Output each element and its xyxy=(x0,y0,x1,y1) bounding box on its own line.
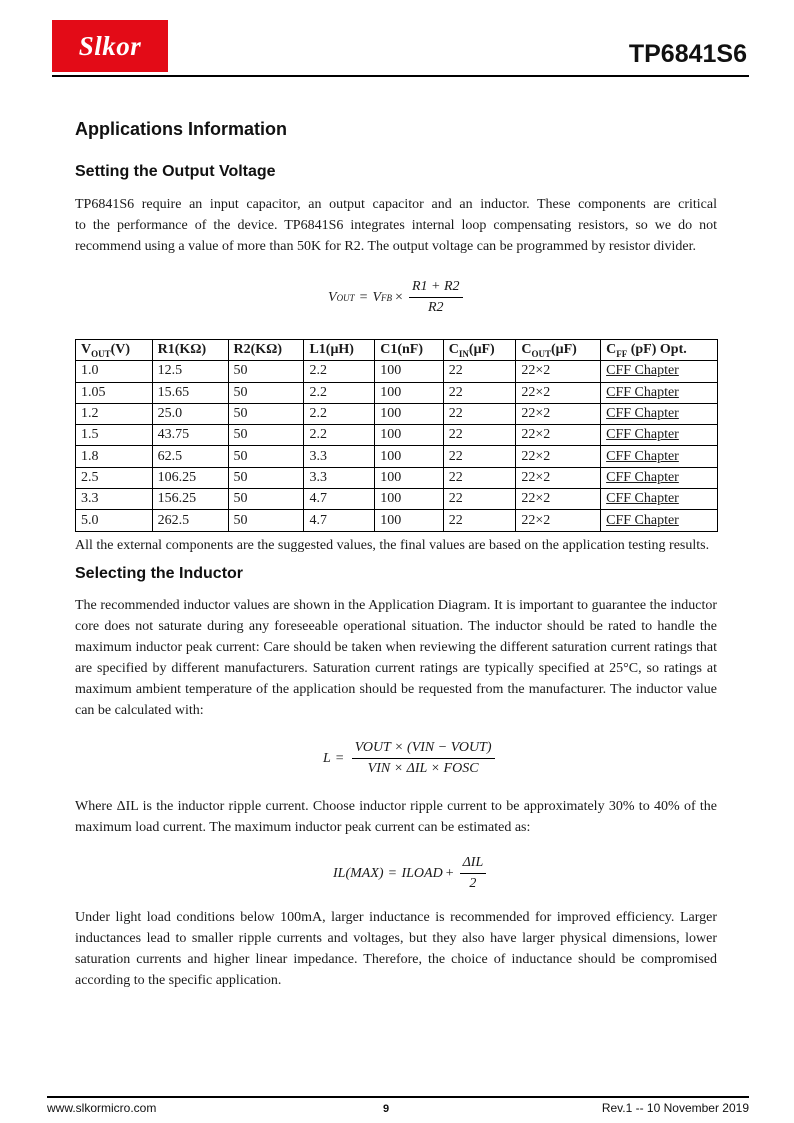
table-cell: 22×2 xyxy=(516,446,601,467)
header-divider xyxy=(52,75,749,77)
table-cell: 22 xyxy=(443,382,516,403)
header-c1: C1(nF) xyxy=(375,340,444,361)
table-cell: 100 xyxy=(375,361,444,382)
table-cell: 62.5 xyxy=(152,446,228,467)
cff-chapter-link[interactable]: CFF Chapter xyxy=(601,361,718,382)
table-cell: 262.5 xyxy=(152,510,228,531)
formula-denominator: VIN × ΔIL × FOSC xyxy=(367,761,479,776)
inductance-formula xyxy=(323,740,498,777)
header-cout: $C_{OUT}(\mu F)$ xyxy=(516,340,601,361)
paragraph-line: are specified by different manufacturers. Saturation current ratings are typically specified at 25°C, so ratings at xyxy=(75,661,717,676)
table-row xyxy=(76,425,718,446)
component-table xyxy=(75,339,718,532)
cff-chapter-link[interactable]: CFF Chapter xyxy=(601,403,718,424)
page-number: 9 xyxy=(383,1103,390,1115)
table-cell: 12.5 xyxy=(152,361,228,382)
table-cell: 22 xyxy=(443,446,516,467)
table-note-text: All the external components are the suggested values, the final values are based on the application testing results. xyxy=(75,538,710,553)
inductor-paragraph-2 xyxy=(75,796,717,838)
table-cell: 50 xyxy=(228,361,304,382)
cff-chapter-link[interactable]: CFF Chapter xyxy=(601,446,718,467)
table-cell: 1.2 xyxy=(76,403,153,424)
table-cell: 4.7 xyxy=(304,510,375,531)
table-cell: 50 xyxy=(228,467,304,488)
header-l1: L1(μH) xyxy=(304,340,375,361)
table-cell: 43.75 xyxy=(152,425,228,446)
header-cff: $C_{FF}$ (pF) Opt. xyxy=(601,340,718,361)
formula-vout: V xyxy=(328,289,337,305)
formula-times: × xyxy=(395,289,403,305)
table-cell: 22×2 xyxy=(516,467,601,488)
formula-vfb-sub: FB xyxy=(381,292,393,303)
table-row xyxy=(76,446,718,467)
formula-denominator: 2 xyxy=(469,876,477,891)
logo-text: Slkor xyxy=(78,30,142,61)
table-row xyxy=(76,382,718,403)
table-cell: 156.25 xyxy=(152,489,228,510)
formula-numerator: ΔIL xyxy=(460,855,487,874)
table-row xyxy=(76,467,718,488)
formula-equals: = xyxy=(359,289,368,305)
table-cell: 3.3 xyxy=(304,446,375,467)
table-cell: 3.3 xyxy=(304,467,375,488)
paragraph-line: core does not saturate during any foreseeable operational situation. The inductor should be rated to handle the xyxy=(75,619,717,634)
cff-chapter-link[interactable]: CFF Chapter xyxy=(601,425,718,446)
paragraph-line: The recommended inductor values are shown in the Application Diagram. It is important to guarantee the inductor xyxy=(75,598,717,613)
table-cell: 22 xyxy=(443,510,516,531)
table-cell: 100 xyxy=(375,403,444,424)
table-cell: 50 xyxy=(228,446,304,467)
footer-divider xyxy=(47,1096,749,1098)
paragraph-line: can be calculated with: xyxy=(75,703,204,718)
formula-fraction xyxy=(409,279,463,316)
table-cell: 4.7 xyxy=(304,489,375,510)
peak-current-formula xyxy=(333,855,489,892)
table-cell: 100 xyxy=(375,489,444,510)
formula-plus: + xyxy=(445,865,454,881)
table-cell: 2.2 xyxy=(304,382,375,403)
formula-vfb: V xyxy=(372,289,382,305)
paragraph-line: inductances lead to smaller ripple currents and voltages, but they also have larger physical dimensions, lower xyxy=(75,931,717,946)
table-cell: 50 xyxy=(228,425,304,446)
table-cell: 5.0 xyxy=(76,510,153,531)
heading-output-voltage: Setting the Output Voltage xyxy=(75,163,276,180)
table-header-row xyxy=(76,340,718,361)
table-cell: 100 xyxy=(375,425,444,446)
paragraph-line: Under light load conditions below 100mA, larger inductance is recommended for improved efficiency. Larger xyxy=(75,910,717,925)
heading-inductor: Selecting the Inductor xyxy=(75,565,244,582)
table-cell: 50 xyxy=(228,489,304,510)
header-vout: $V_{OUT}(V)$ xyxy=(76,340,153,361)
table-cell: 22×2 xyxy=(516,425,601,446)
part-number: TP6841S6 xyxy=(628,40,747,68)
paragraph-line: TP6841S6 require an input capacitor, an output capacitor and an inductor. These components are critical xyxy=(75,197,717,212)
table-row xyxy=(76,510,718,531)
table-cell: 50 xyxy=(228,403,304,424)
cff-chapter-link[interactable]: CFF Chapter xyxy=(601,489,718,510)
table-cell: 3.3 xyxy=(76,489,153,510)
footer-website: www.slkormicro.com xyxy=(47,1101,157,1115)
table-cell: 22×2 xyxy=(516,382,601,403)
footer-revision: Rev.1 -- 10 November 2019 xyxy=(601,1101,749,1115)
table-cell: 1.0 xyxy=(76,361,153,382)
table-cell: 2.2 xyxy=(304,361,375,382)
table-cell: 1.5 xyxy=(76,425,153,446)
table-row xyxy=(76,403,718,424)
table-note xyxy=(75,535,735,556)
inductor-paragraph-1 xyxy=(75,595,717,721)
table-cell: 100 xyxy=(375,510,444,531)
paragraph-line: recommend using a value of more than 50K for R2. The output voltage can be programmed by resistor divider. xyxy=(75,239,697,254)
table-cell: 22 xyxy=(443,467,516,488)
table-row xyxy=(76,489,718,510)
formula-numerator: VOUT × (VIN − VOUT) xyxy=(352,740,495,759)
formula-equals: = xyxy=(388,865,397,881)
formula-l: L xyxy=(323,750,331,766)
output-voltage-paragraph xyxy=(75,194,717,257)
table-cell: 15.65 xyxy=(152,382,228,403)
table-row xyxy=(76,361,718,382)
table-cell: 22 xyxy=(443,361,516,382)
table-cell: 100 xyxy=(375,467,444,488)
cff-chapter-link[interactable]: CFF Chapter xyxy=(601,510,718,531)
table-cell: 22×2 xyxy=(516,403,601,424)
formula-fraction xyxy=(352,740,495,777)
cff-chapter-link[interactable]: CFF Chapter xyxy=(601,382,718,403)
paragraph-line: to the performance of the device. TP6841S6 integrates internal loop compensating resistors, so we do not xyxy=(75,218,717,233)
header-r2: R2(KΩ) xyxy=(228,340,304,361)
table-cell: 106.25 xyxy=(152,467,228,488)
table-cell: 22×2 xyxy=(516,510,601,531)
paragraph-line: maximum inductor peak current: Care should be taken when reviewing the different saturation current ratings that xyxy=(75,640,717,655)
formula-iload: ILOAD xyxy=(401,865,443,881)
table-body xyxy=(76,361,718,531)
paragraph-line: Where ΔIL is the inductor ripple current. Choose inductor ripple current to be approximately 30% to 40% of the xyxy=(75,799,717,814)
table-cell: 25.0 xyxy=(152,403,228,424)
formula-numerator: R1 + R2 xyxy=(409,279,463,298)
header-cin: $C_{IN}(\mu F)$ xyxy=(443,340,516,361)
table-cell: 22×2 xyxy=(516,489,601,510)
table-cell: 1.8 xyxy=(76,446,153,467)
table-cell: 100 xyxy=(375,446,444,467)
table-cell: 1.05 xyxy=(76,382,153,403)
header-r1: R1(KΩ) xyxy=(152,340,228,361)
inductor-paragraph-3 xyxy=(75,907,717,991)
table-cell: 50 xyxy=(228,382,304,403)
table-cell: 2.2 xyxy=(304,403,375,424)
paragraph-line: saturation currents and higher linear impedance. Therefore, the choice of inductance should be compromised xyxy=(75,952,717,967)
formula-il-max: IL(MAX) xyxy=(333,865,384,881)
table-cell: 22 xyxy=(443,425,516,446)
table-cell: 50 xyxy=(228,510,304,531)
brand-logo xyxy=(52,20,168,72)
table-cell: 22×2 xyxy=(516,361,601,382)
table-cell: 100 xyxy=(375,382,444,403)
formula-denominator: R2 xyxy=(427,300,444,315)
table-cell: 22 xyxy=(443,489,516,510)
paragraph-line: maximum load current. The maximum inductor peak current can be estimated as: xyxy=(75,820,531,835)
table-cell: 22 xyxy=(443,403,516,424)
formula-vout-sub: OUT xyxy=(336,292,355,303)
paragraph-line: maximum ambient temperature of the application should be requested from the manufacturer. The inductor value xyxy=(75,682,717,697)
page-title: Applications Information xyxy=(75,119,288,139)
formula-fraction xyxy=(460,855,487,892)
table-cell: 2.5 xyxy=(76,467,153,488)
table-cell: 2.2 xyxy=(304,425,375,446)
cff-chapter-link[interactable]: CFF Chapter xyxy=(601,467,718,488)
formula-equals: = xyxy=(335,750,344,766)
vout-formula xyxy=(328,279,466,316)
paragraph-line: according to the specific application. xyxy=(75,973,282,988)
